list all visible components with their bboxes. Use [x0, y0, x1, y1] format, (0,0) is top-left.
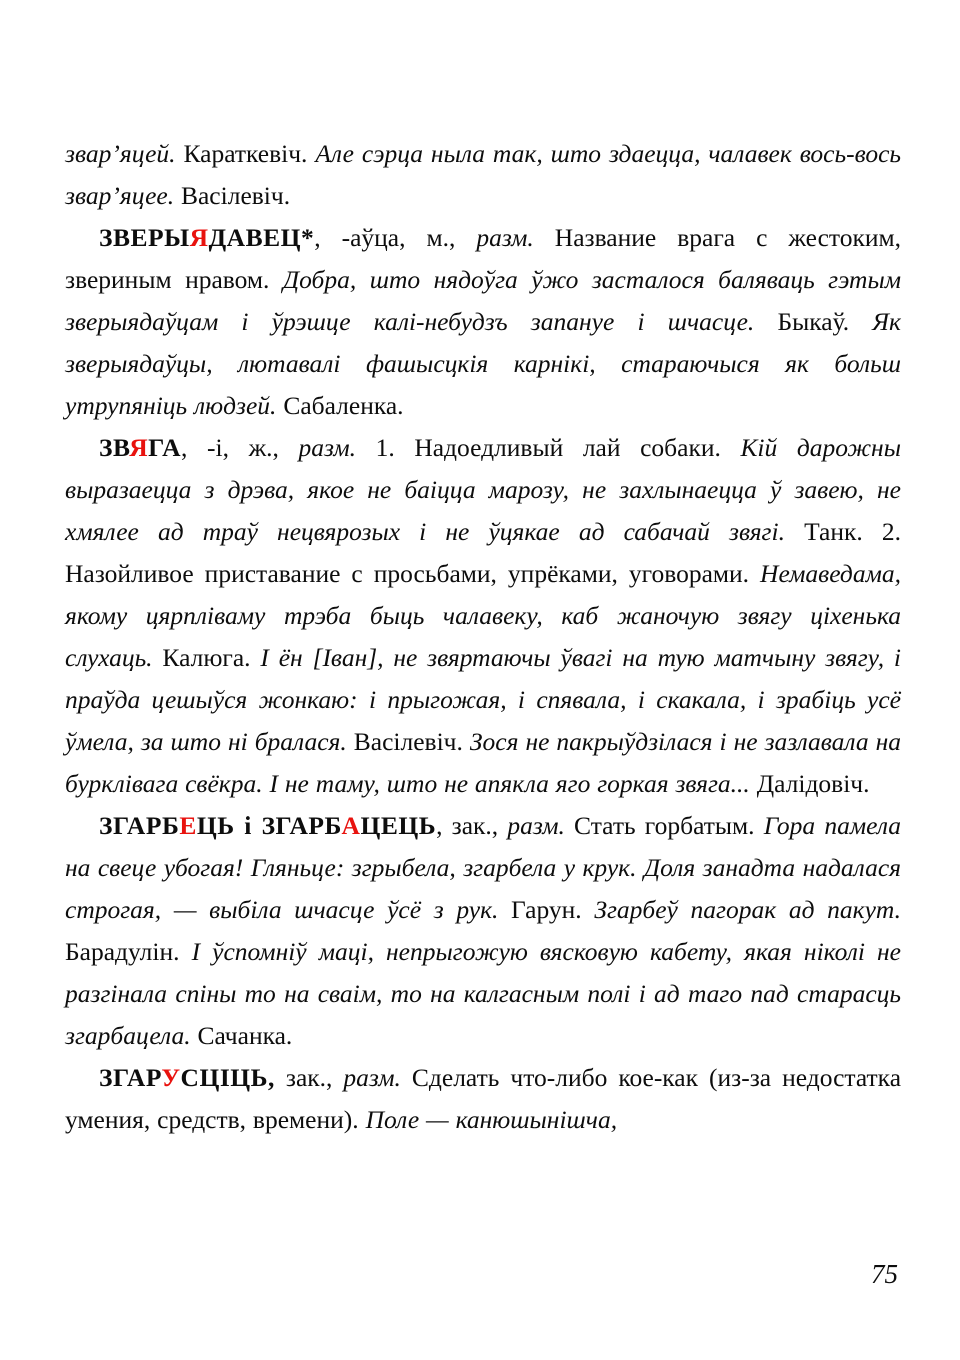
stress-vowel: Е	[179, 811, 197, 840]
headword-part: СЦІЦЬ,	[180, 1063, 275, 1092]
page-number: 75	[871, 1259, 898, 1289]
page-text-block	[65, 133, 901, 1141]
headword-punct: ,	[436, 811, 443, 840]
grammar-form: зак.,	[451, 811, 499, 840]
quote-source: Далідовіч.	[756, 769, 870, 798]
gender-label: м.,	[426, 223, 456, 252]
quote-source: Танк.	[804, 517, 863, 546]
headword-conjunction: і	[234, 811, 262, 840]
quote-text: І ён [Іван], не звяртаючы ўвагі на тую матчыну звягу, і праўда цешыўся жонкаю: і прыгожая, і спявала, і скакала, і зрабіць усё ўмела, за што ні бралася.	[65, 643, 901, 756]
usage-label: разм.	[298, 433, 356, 462]
quote-text: Кій дарожны выразаецца з дрэва, якое не баіцца марозу, не захлынаецца ў завею, не хмялее ад траў нецвярозых і не ўцякае ад сабачай звягі.	[65, 433, 901, 546]
quote-text: Добра, што нядоўга ўжо засталося баляваць гэтым зверыядаўцам і ўрэшце калі-небудзъ запануе і шчасце.	[65, 265, 902, 336]
headword-punct: ,	[181, 433, 188, 462]
headword-punct: ,	[314, 223, 321, 252]
quote-source: Сачанка.	[197, 1021, 293, 1050]
headword-part: ЦЕЦЬ	[360, 811, 437, 840]
quote-source: Барадулін.	[65, 937, 180, 966]
sense-number: 2.	[881, 517, 902, 546]
definition: Название врага с жестоким, звериным нравом.	[65, 223, 902, 294]
quote-text: Але сэрца ныла так, што здаецца, чалавек вось-вось звар’яцее.	[65, 139, 902, 210]
stress-vowel: А	[341, 811, 361, 840]
quote-source: Васілевіч.	[180, 181, 291, 210]
headword-part: ЦЬ	[196, 811, 235, 840]
headword-part: ГА	[148, 433, 182, 462]
headword	[99, 1063, 275, 1092]
quote-text: Немаведама, якому цярпліваму трэба быць чалавеку, каб жаночую звягу ціхенька слухаць.	[65, 559, 901, 672]
quote-text: Зося не пакрыўдзілася і не зазлавала на бурклівага свёкра. І не таму, што не апякла яго горкая звяга...	[65, 727, 901, 798]
headword-part: ЗГАРБ	[261, 811, 342, 840]
quote-source: Сабаленка.	[283, 391, 404, 420]
headword-part: ЗГАРБ	[99, 811, 180, 840]
definition: Стать горбатым.	[574, 811, 755, 840]
headword-part: ЗГАР	[99, 1063, 162, 1092]
headword-part: ДАВЕЦ*	[208, 223, 315, 252]
quote-source: Караткевіч.	[183, 139, 308, 168]
quote-text: Поле — канюшынішча,	[365, 1105, 618, 1134]
definition: Надоедливый лай собаки.	[414, 433, 721, 462]
headword	[99, 223, 314, 252]
quote-text: І ўспомніў маці, непрыгожую вясковую кабету, якая ніколі не разгінала спіны то на сваім, то на калгасным полі і ад таго пад старасць згарбацела.	[65, 937, 901, 1050]
usage-label: разм.	[476, 223, 534, 252]
usage-label: разм.	[343, 1063, 401, 1092]
grammar-form: -аўца,	[341, 223, 406, 252]
dictionary-entry-zgarustsits	[65, 1057, 901, 1141]
quote-text: Як зверыядаўцы, лютавалі фашысцкія карнікі, стараючыся як больш утрупяніць людзей.	[65, 307, 901, 420]
quote-source: Быкаў.	[777, 307, 850, 336]
sense-number: 1.	[375, 433, 395, 462]
headword	[99, 811, 436, 840]
quote-text: Гора памела на свеце убогая! Гляньце: згрыбела, згарбела у крук. Доля занадта надалася строгая, — выбіла шчасце ўсё з рук.	[65, 811, 902, 924]
headword-part: ЗВ	[99, 433, 130, 462]
quote-text: Згарбеў пагорак ад пакут.	[594, 895, 901, 924]
grammar-form: зак.,	[285, 1063, 333, 1092]
quote-source: Васілевіч.	[353, 727, 463, 756]
headword	[99, 433, 181, 462]
dictionary-entry-zvyaga	[65, 427, 901, 805]
quote-source: Калюга.	[162, 643, 251, 672]
quote-tail: звар’яцей.	[65, 139, 176, 168]
entry-continued	[65, 133, 901, 217]
dictionary-entry-zveryadavets	[65, 217, 901, 427]
stress-vowel: У	[161, 1063, 181, 1092]
stress-vowel: Я	[189, 223, 209, 252]
gender-label: ж.,	[248, 433, 279, 462]
usage-label: разм.	[507, 811, 565, 840]
stress-vowel: Я	[129, 433, 149, 462]
headword-part: ЗВЕРЫ	[99, 223, 190, 252]
definition: Сделать что-либо кое-как (из-за недостатка умения, средств, времени).	[65, 1063, 902, 1134]
grammar-form: -і,	[207, 433, 229, 462]
quote-source: Гарун.	[511, 895, 582, 924]
dictionary-entry-zgarbets	[65, 805, 901, 1057]
definition: Назойливое приставание с просьбами, упрёками, уговорами.	[65, 559, 750, 588]
